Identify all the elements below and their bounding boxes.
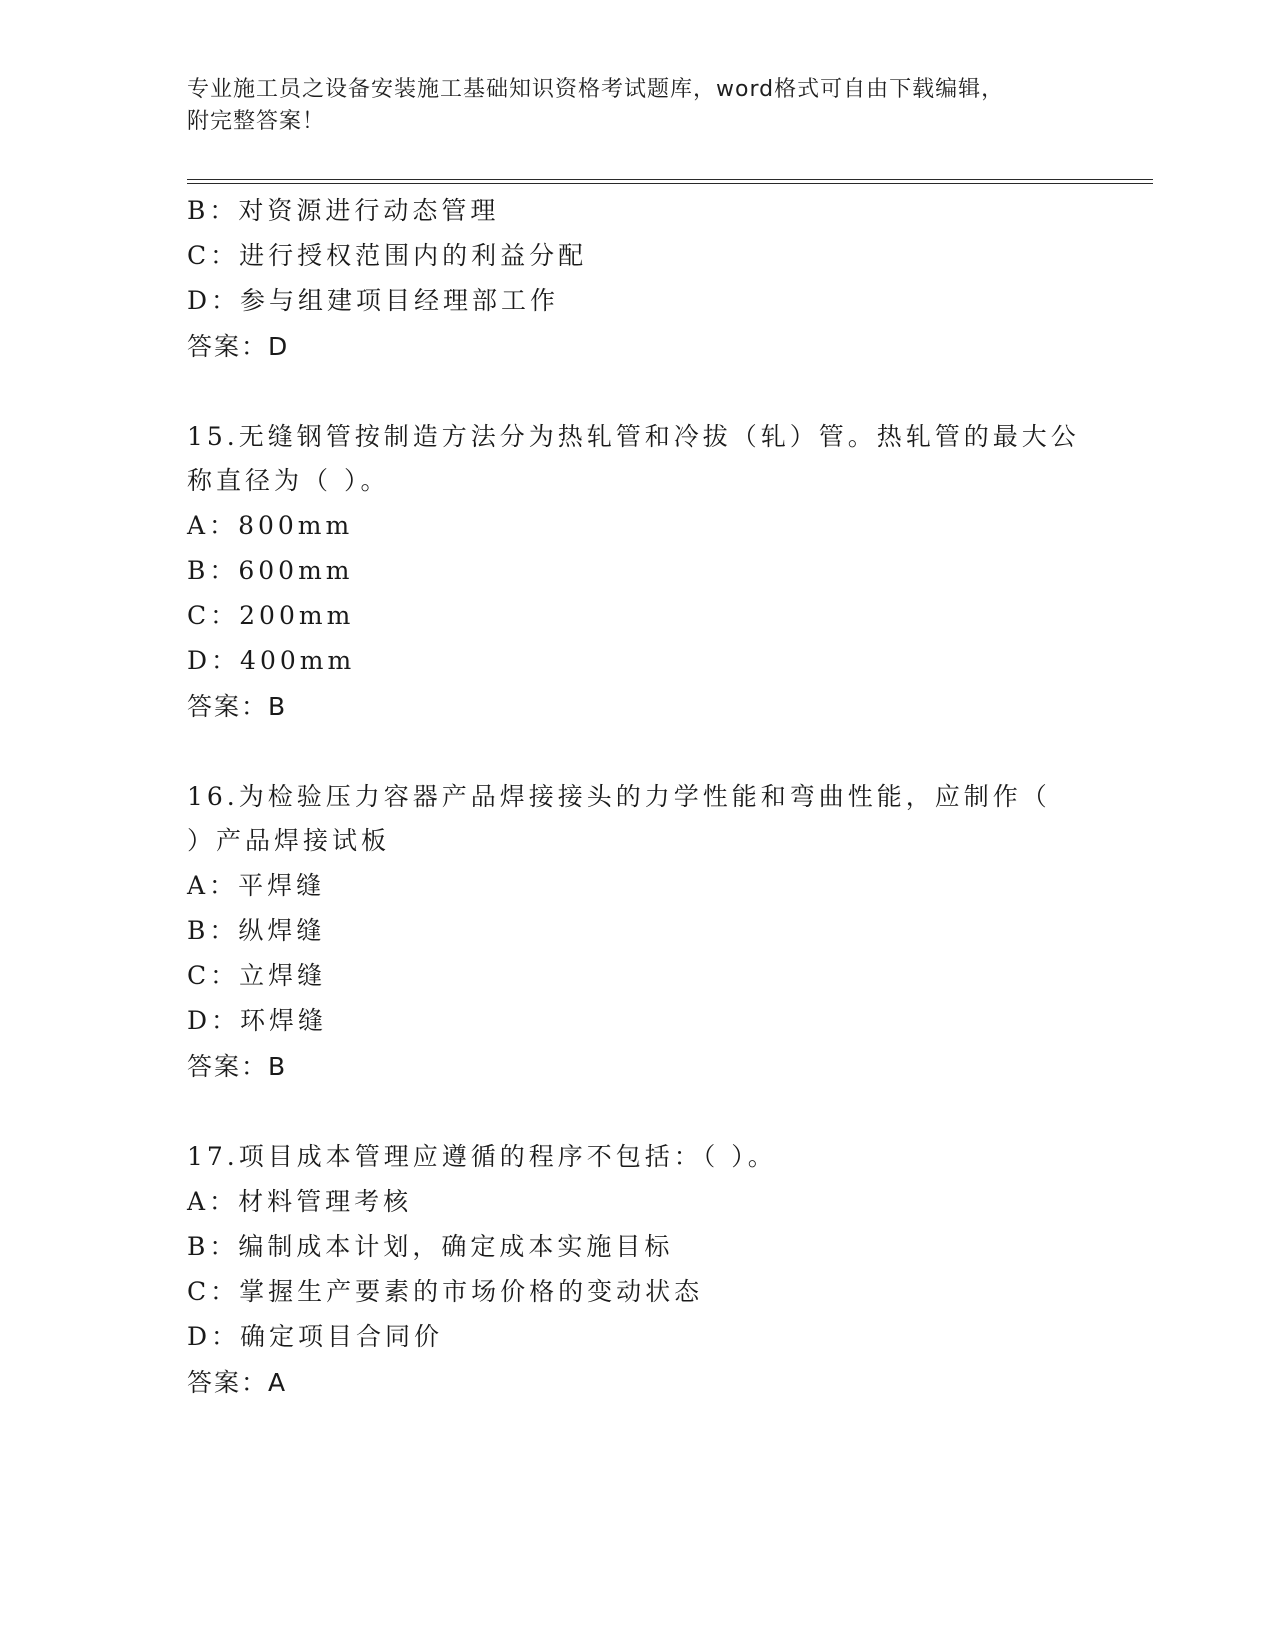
option-label: C： — [187, 241, 240, 270]
option-line — [187, 638, 1107, 683]
option-label: D： — [187, 286, 241, 315]
answer-line: 答案：D — [187, 332, 290, 361]
option-text: 600mm — [238, 556, 354, 585]
option-label: B： — [187, 1232, 239, 1261]
option-label: B： — [187, 556, 239, 585]
question-text: 17.项目成本管理应遵循的程序不包括：（ ）。 — [187, 1142, 777, 1171]
answer-line: 答案：B — [187, 1052, 288, 1081]
option-text: 800mm — [238, 511, 354, 540]
option-label: D： — [187, 1006, 241, 1035]
spacer — [187, 730, 1107, 775]
option-line — [187, 593, 1107, 638]
option-label: C： — [187, 1277, 240, 1306]
option-line — [187, 233, 1107, 278]
question-text: 16.为检验压力容器产品焊接接头的力学性能和弯曲性能，应制作（ ）产品焊接试板 — [187, 782, 1051, 855]
spacer — [187, 370, 1107, 415]
option-label: D： — [187, 646, 241, 675]
option-line — [187, 1314, 1107, 1359]
option-line — [187, 1224, 1107, 1269]
option-line — [187, 953, 1107, 998]
option-text: 纵焊缝 — [238, 916, 326, 945]
question-text: 15.无缝钢管按制造方法分为热轧管和冷拔（轧）管。热轧管的最大公 称直径为（ ）。 — [187, 422, 1080, 495]
question-block-15 — [187, 415, 1107, 730]
option-text: 编制成本计划，确定成本实施目标 — [238, 1232, 674, 1261]
prev-question-block — [187, 188, 1107, 370]
header-rule-bottom — [187, 183, 1153, 184]
option-label: D： — [187, 1322, 241, 1351]
option-label: A： — [187, 871, 239, 900]
option-line — [187, 863, 1107, 908]
option-line — [187, 278, 1107, 323]
option-text: 200mm — [239, 601, 355, 630]
option-label: B： — [187, 196, 239, 225]
option-text: 材料管理考核 — [238, 1187, 413, 1216]
option-label: A： — [187, 1187, 239, 1216]
option-line — [187, 188, 1107, 233]
option-line — [187, 908, 1107, 953]
option-line — [187, 1179, 1107, 1224]
option-line — [187, 1269, 1107, 1314]
option-label: B： — [187, 916, 239, 945]
option-line — [187, 548, 1107, 593]
option-text: 进行授权范围内的利益分配 — [239, 241, 588, 270]
option-text: 环焊缝 — [240, 1006, 328, 1035]
option-label: C： — [187, 601, 240, 630]
answer-line: 答案：B — [187, 692, 288, 721]
option-label: C： — [187, 961, 240, 990]
option-label: A： — [187, 511, 239, 540]
option-line — [187, 503, 1107, 548]
option-text: 掌握生产要素的市场价格的变动状态 — [239, 1277, 704, 1306]
option-text: 参与组建项目经理部工作 — [240, 286, 560, 315]
option-text: 400mm — [240, 646, 356, 675]
question-block-16 — [187, 775, 1107, 1090]
question-list — [187, 188, 1107, 1406]
option-text: 平焊缝 — [238, 871, 326, 900]
option-text: 确定项目合同价 — [240, 1322, 444, 1351]
option-text: 对资源进行动态管理 — [238, 196, 500, 225]
option-line — [187, 998, 1107, 1043]
page-header: 专业施工员之设备安装施工基础知识资格考试题库，word格式可自由下载编辑， 附完整答案！ — [187, 77, 1005, 134]
header-rule-top — [187, 179, 1153, 180]
question-block-17 — [187, 1135, 1107, 1406]
option-text: 立焊缝 — [239, 961, 327, 990]
spacer — [187, 1090, 1107, 1135]
answer-line: 答案：A — [187, 1368, 288, 1397]
